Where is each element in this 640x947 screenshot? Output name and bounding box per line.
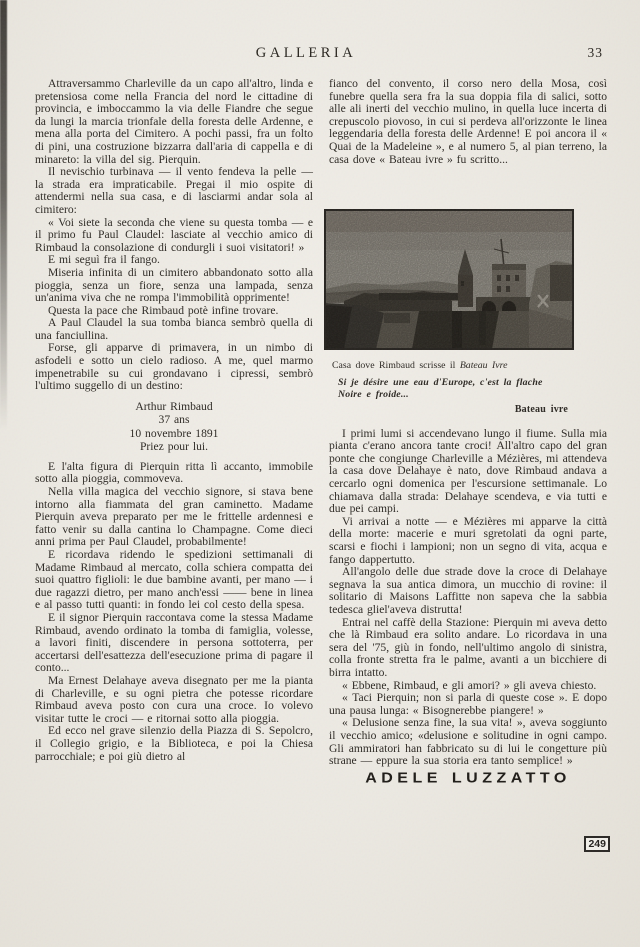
paragraph: Ma Ernest Delahaye aveva disegnato per me la pianta di Charleville, e su ogni pietra che potesse ricordare Rimbaud aveva posto con cura una croce. Io volevo visitar tutte le croci — e ritornai sotto alla pioggia. [35, 673, 313, 725]
paragraph: « Ebbene, Rimbaud, e gli amori? » gli aveva chiesto. [342, 678, 597, 692]
paragraph: Ed ecco nel grave silenzio della Piazza di S. Sepolcro, il Collegio grigio, e la Biblioteca, e poi la Chiesa parrocchiale; e poi giù dietro al [35, 724, 313, 763]
paragraph: Miseria infinita di un cimitero abbandonato sotto alla pioggia, senza un fiore, senza una lampada, senza un'anima viva che ne rompa l'immobilità opprimente! [35, 265, 313, 305]
paragraph: I primi lumi si accendevano lungo il fiume. Sulla mia pianta c'erano ancora tante croci! All'altro capo del gran ponte che congiunge Charleville a Mézières, mi attendeva la casa dove Delahaye è nato, dove Rimbaud andava a cercarlo ogni domenica per l'escursione settimanale. Lo chiamava dalla strada: Delahaye scendeva, e via tutti e due pei campi. [329, 426, 607, 516]
riverscape-photo [324, 209, 574, 350]
photo-caption-text: Casa dove Rimbaud scrisse il [332, 360, 456, 372]
paragraph: Nella villa magica del vecchio signore, si stava bene intorno alla fiammata del gran caminetto. Madame Pierquin aveva preparato per me le frittelle ardennesi e fatto venir su dalla cantina lo Champagne. Come dieci anni prima per Paul Claudel, probabilmente! [35, 485, 313, 549]
two-column-body [35, 78, 607, 785]
photo-figure [324, 209, 574, 416]
paragraph: Forse, gli apparve di primavera, in un nimbo di asfodeli e sotto un cielo radioso. A me, quel marmo impenetrabile su cui grondavano i cipressi, sembrò l'ultimo suggello di un destino: [35, 341, 313, 393]
paragraph: « Taci Pierquin; non si parla di queste cose ». E dopo una pausa lunga: « Bisognerebbe piangere! » [329, 691, 607, 717]
right-column [329, 78, 607, 785]
paragraph: Attraversammo Charleville da un capo all'altro, linda e pretensiosa come nella Francia del nord le cittadine di provincia, e imboccammo la via delle Fiandre che segue da lungi la marcia trionfale della foresta delle Ardenne, e mena alla porta del Cimitero. A pochi passi, fra un folto di pini, una costruzione bizzarra dall'aria di cappella e di minareto: la villa del sig. Pierquin. [35, 77, 313, 166]
epitaph-line: 10 novembre 1891 [129, 426, 219, 440]
epitaph-line: Priez pour lui. [139, 440, 208, 454]
photo-quote [324, 377, 574, 416]
paragraph: All'angolo delle due strade dove la croce di Delahaye segnava la sua antica dimora, un mucchio di rovine: il solitario di Maisons Laffitte non sapeva che la sabbia tedesca gliel'aveva distrutta! [329, 565, 607, 616]
paragraph: E l'alta figura di Pierquin ritta lì accanto, immobile sotto alla pioggia, commoveva. [35, 459, 313, 486]
paragraph: A Paul Claudel la sua tomba bianca sembrò quella di una fanciullina. [35, 316, 313, 342]
page-number: 33 [587, 45, 603, 60]
issue-ref-badge: 249 [584, 836, 610, 852]
quote-line: Si je désire une eau d'Europe, c'est la flache [338, 377, 543, 389]
epitaph-line: 37 ans [158, 413, 190, 427]
paragraph: Entrai nel caffè della Stazione: Pierquin mi aveva detto che là Rimbaud era solito andare. Lo ricordava in una sera del '75, giù in fondo, nell'ultimo angolo di sinistra, colla fronte stretta fra le palme, avanti a un bicchiere di birra intatto. [329, 615, 607, 679]
paragraph: E ricordava ridendo le spedizioni settimanali di Madame Rimbaud al mercato, colla schiera compatta dei suoi quattro figlioli: le due bambine avanti, per mano — i due ragazzi dietro, per mano anch'essi —— bene in linea e al passo tutti quanti: in fondo lei col cesto della spesa. [35, 548, 313, 612]
paragraph: « Voi siete la seconda che viene su questa tomba — e il primo fu Paul Claudel: lasciate al vecchio amico di Rimbaud la consolazione di condurgli i suoi visitatori! » [35, 215, 313, 254]
photo-caption [324, 360, 574, 372]
paragraph: Questa la pace che Rimbaud potè infine trovare. [48, 303, 279, 317]
paragraph: E il signor Pierquin raccontava come la stessa Madame Rimbaud, avendo ordinato la tomba di famiglia, volesse, a lavori finiti, discendere in persona sottoterra, per accertarsi dell'esattezza dell'esecuzione prima di pagare il conto... [35, 610, 313, 675]
epitaph-block [35, 400, 313, 454]
quote-attribution: Bateau ivre [514, 404, 568, 416]
paragraph: Il nevischio turbinava — il vento fendeva la pelle — la strada era impraticabile. Pregai il mio ospite di attendermi nella sua casa, e di lasciarmi andar sola al cimitero: [35, 165, 313, 216]
quote-line: Noire e froide... [338, 388, 409, 400]
paragraph: Vi arrivai a notte — e Mézières mi apparve la città della morte: macerie e muri sgretolati da ogni parte, scarsi e fiochi i lampioni; non un segno di vita, acqua e fango dappertutto. [329, 514, 607, 566]
photo-caption-title: Bateau Ivre [459, 360, 508, 372]
paragraph: E mi seguì fra il fango. [48, 253, 160, 267]
author-signature: ADELE LUZZATTO [365, 770, 571, 787]
scan-edge-shadow [0, 0, 7, 430]
paragraph: « Delusione senza fine, la sua vita! », aveva soggiunto il vecchio amico; «delusione e solitudine in ogni campo. Gli ammiratori han fabbricato su di lui le congetture più strane — eppure la sua storia era tanto semplice! » [329, 716, 607, 768]
paragraph: fianco del convento, il corso nero della Mosa, così funebre quella sera fra la sua doppia fila di salici, sotto alle ali inerti del vecchio mulino, in quella luce incerta di crepuscolo piovoso, in cui si perdeva all'orizzonte le linea leggendaria della foresta delle Ardenne! E poi ancora il « Quai de la Madeleine », e al numero 5, al pian terreno, la casa dove « Bateau ivre » fu scritto... [329, 77, 607, 166]
left-column [35, 78, 313, 785]
epitaph-line: Arthur Rimbaud [135, 399, 213, 413]
journal-title: GALLERIA [255, 45, 357, 61]
